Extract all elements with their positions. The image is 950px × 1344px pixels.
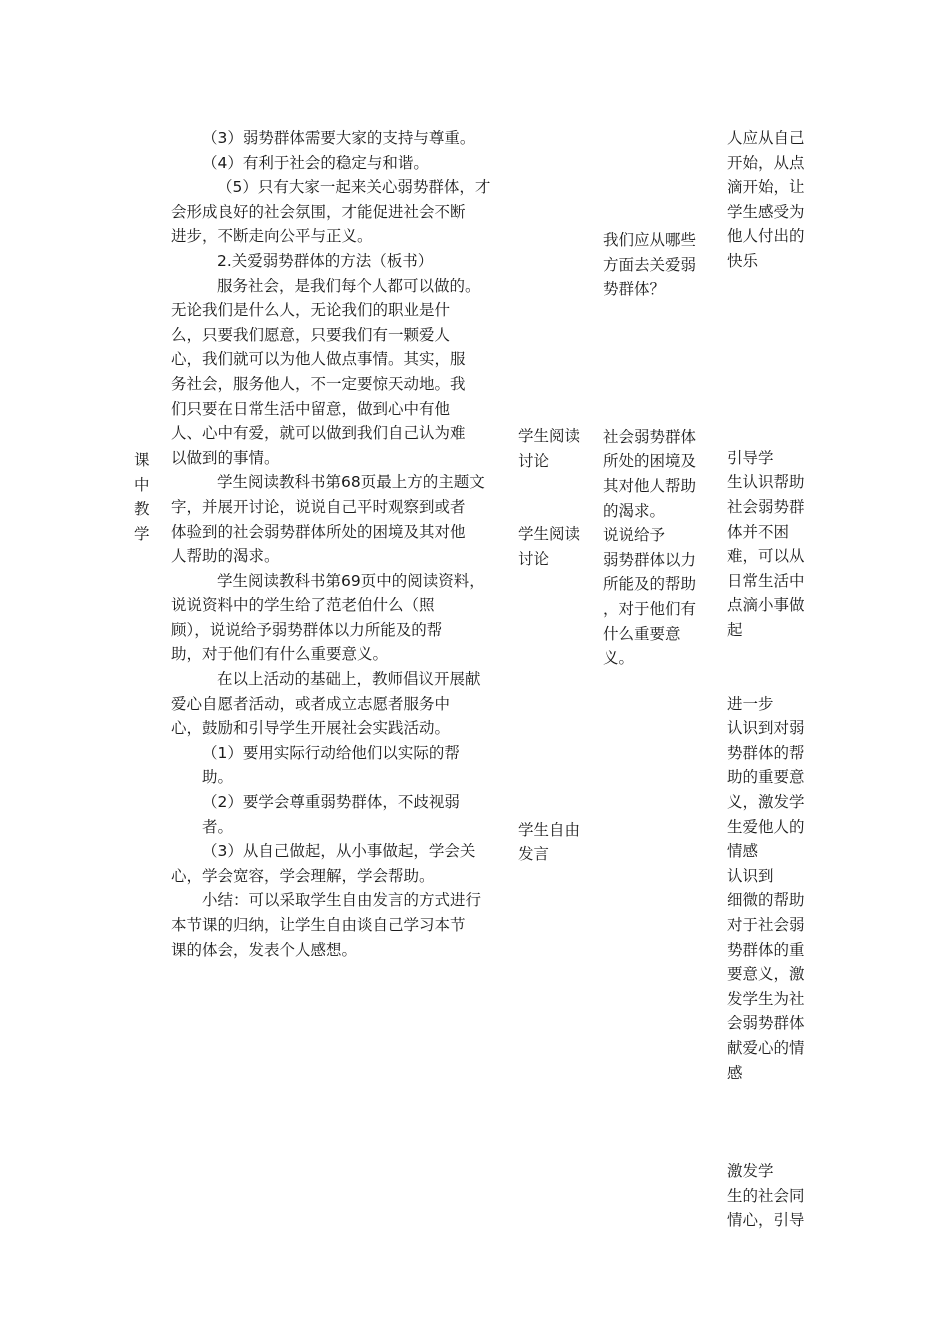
intent-line: 会弱势群体 — [727, 1014, 805, 1033]
line-gap — [727, 347, 827, 372]
student-line: 学生阅读 — [518, 427, 581, 445]
intent-line: 快乐 — [727, 251, 759, 270]
teacher-line: 无论我们是什么人，无论我们的职业是什 — [171, 301, 451, 320]
teacher-line: 进步，不断走向公平与正义。 — [171, 227, 373, 246]
line-gap — [727, 372, 827, 397]
intent-line: 势群体的重 — [727, 940, 805, 959]
question-line: 我们应从哪些 — [603, 231, 697, 249]
teacher-line: 小结：可以采取学生自由发言的方式进行 — [202, 891, 482, 910]
intent-line: 情心，引导 — [727, 1211, 805, 1230]
intent-line: 日常生活中 — [727, 571, 805, 590]
intent-line: 势群体的帮 — [727, 743, 805, 762]
teacher-line: （3）从自己做起，从小事做起，学会关 — [202, 842, 476, 861]
intent-line: 引导学 — [727, 448, 774, 467]
line-gap — [518, 670, 594, 695]
intent-line: 学生感受为 — [727, 202, 805, 221]
line-gap — [727, 397, 827, 422]
teacher-line: （5）只有大家一起来关心弱势群体，才 — [217, 178, 491, 197]
intent-line: 生认识帮助 — [727, 473, 805, 492]
teacher-line: 爱心自愿者活动，或者成立志愿者服务中 — [171, 694, 451, 713]
intent-line: 助的重要意 — [727, 768, 805, 787]
intent-line: 发学生为社 — [727, 989, 805, 1008]
student-line: 讨论 — [518, 451, 550, 470]
teacher-line: 人、心中有爱，就可以做到我们自己认为难 — [171, 424, 466, 443]
teacher-line: 体验到的社会弱势群体所处的困境及其对他 — [171, 522, 466, 541]
line-gap — [518, 719, 594, 744]
design-intent-column — [727, 126, 827, 1233]
line-gap — [727, 1134, 827, 1159]
teacher-line: 2.关爱弱势群体的方法（板书） — [217, 251, 434, 270]
teacher-line: （1）要用实际行动给他们以实际的帮 — [202, 743, 460, 762]
line-gap — [518, 744, 594, 769]
teacher-line: 人帮助的渴求。 — [171, 547, 280, 566]
line-gap — [603, 376, 713, 401]
intent-line: 人应从自己 — [727, 129, 805, 147]
question-line: 势群体？ — [603, 280, 666, 299]
line-gap — [518, 498, 594, 523]
teacher-line: 以做到的事情。 — [171, 448, 280, 467]
question-column — [603, 228, 713, 671]
question-line: 方面去关爱弱 — [603, 255, 697, 274]
intent-line: 生爱他人的 — [727, 817, 805, 836]
teacher-line: （3）弱势群体需要大家的支持与尊重。 — [202, 129, 476, 147]
teacher-line: 心，鼓励和引导学生开展社会实践活动。 — [171, 719, 451, 738]
question-line: 义。 — [603, 649, 635, 668]
intent-line: 难，可以从 — [727, 547, 805, 566]
intent-line: 义，激发学 — [727, 793, 805, 812]
student-line: 讨论 — [518, 549, 550, 568]
intent-line: 感 — [727, 1063, 743, 1082]
stage-char: 中 — [134, 475, 150, 494]
teacher-line: 课的体会，发表个人感想。 — [171, 940, 358, 959]
stage-char: 课 — [134, 451, 150, 469]
intent-line: 开始，从点 — [727, 153, 805, 172]
stage-char: 教 — [134, 500, 150, 519]
question-line: 所能及的帮助 — [603, 575, 697, 594]
line-gap — [727, 421, 827, 446]
student-line: 学生阅读 — [518, 525, 581, 544]
intent-line: 生的社会同 — [727, 1186, 805, 1205]
teacher-line: 们只要在日常生活中留意，做到心中有他 — [171, 399, 451, 418]
intent-line: 点滴小事做 — [727, 596, 805, 615]
line-gap — [518, 572, 594, 597]
teacher-line: 务社会，服务他人，不一定要惊天动地。我 — [171, 374, 466, 393]
intent-line: 他人付出的 — [727, 227, 805, 246]
line-gap — [518, 473, 594, 498]
teacher-activity-column — [171, 126, 505, 962]
teacher-line: 服务社会，是我们每个人都可以做的。 — [217, 276, 481, 295]
teacher-line: 本节课的归纳，让学生自由谈自己学习本节 — [171, 916, 466, 934]
line-gap — [727, 642, 827, 667]
line-gap — [603, 302, 713, 327]
line-gap — [727, 667, 827, 692]
line-gap — [727, 274, 827, 299]
intent-line: 滴开始，让 — [727, 178, 805, 197]
teacher-line: 助。 — [202, 768, 234, 787]
stage-char: 学 — [134, 524, 150, 543]
intent-line: 体并不困 — [727, 522, 790, 541]
student-line: 发言 — [518, 845, 550, 864]
intent-line: 认识到 — [727, 866, 774, 885]
line-gap — [727, 1085, 827, 1110]
question-line: 说说给予 — [603, 526, 666, 545]
line-gap — [603, 351, 713, 376]
teacher-line: 学生阅读教科书第69页中的阅读资料， — [217, 571, 485, 590]
intent-line: 社会弱势群 — [727, 497, 805, 516]
line-gap — [603, 400, 713, 425]
intent-line: 献爱心的情 — [727, 1038, 805, 1057]
teacher-line: 者。 — [202, 817, 234, 836]
teacher-line: 在以上活动的基础上，教师倡议开展献 — [217, 670, 481, 689]
teacher-line: 会形成良好的社会氛围，才能促进社会不断 — [171, 202, 466, 221]
question-line: 其对他人帮助 — [603, 476, 697, 495]
question-line: 弱势群体以力 — [603, 550, 697, 569]
line-gap — [518, 596, 594, 621]
line-gap — [518, 695, 594, 720]
teacher-line: 顾），说说给予弱势群体以力所能及的帮 — [171, 620, 443, 639]
stage-column — [134, 448, 154, 546]
intent-line: 细微的帮助 — [727, 891, 805, 910]
question-line: 所处的困境及 — [603, 452, 697, 471]
teacher-line: （4）有利于社会的稳定与和谐。 — [202, 153, 429, 172]
line-gap — [727, 1110, 827, 1135]
teacher-line: 说说资料中的学生给了范老伯什么（照 — [171, 596, 435, 615]
teacher-line: 助，对于他们有什么重要意义。 — [171, 645, 389, 664]
teacher-line: 么，只要我们愿意，只要我们有一颗爱人 — [171, 325, 451, 344]
question-line: 的渴求。 — [603, 501, 666, 520]
teacher-line: （2）要学会尊重弱势群体，不歧视弱 — [202, 793, 460, 812]
line-gap — [603, 326, 713, 351]
question-line: 什么重要意 — [603, 624, 681, 643]
student-line: 学生自由 — [518, 820, 581, 839]
intent-line: 激发学 — [727, 1161, 774, 1180]
intent-line: 认识到对弱 — [727, 719, 805, 738]
teacher-line: 心，学会宽容，学会理解，学会帮助。 — [171, 866, 435, 885]
line-gap — [727, 323, 827, 348]
teacher-line: 学生阅读教科书第68页最上方的主题文 — [217, 473, 485, 492]
line-gap — [518, 768, 594, 793]
teacher-line: 心，我们就可以为他人做点事情。其实，服 — [171, 350, 466, 369]
line-gap — [518, 793, 594, 818]
teacher-line: 字，并展开讨论，说说自己平时观察到或者 — [171, 497, 466, 516]
student-activity-column — [518, 424, 594, 867]
intent-line: 进一步 — [727, 694, 774, 713]
line-gap — [727, 298, 827, 323]
intent-line: 对于社会弱 — [727, 916, 805, 934]
line-gap — [518, 621, 594, 646]
line-gap — [518, 645, 594, 670]
intent-line: 起 — [727, 620, 743, 639]
intent-line: 情感 — [727, 842, 759, 861]
question-line: 社会弱势群体 — [603, 427, 697, 446]
intent-line: 要意义，激 — [727, 965, 805, 984]
question-line: ，对于他们有 — [603, 599, 697, 618]
